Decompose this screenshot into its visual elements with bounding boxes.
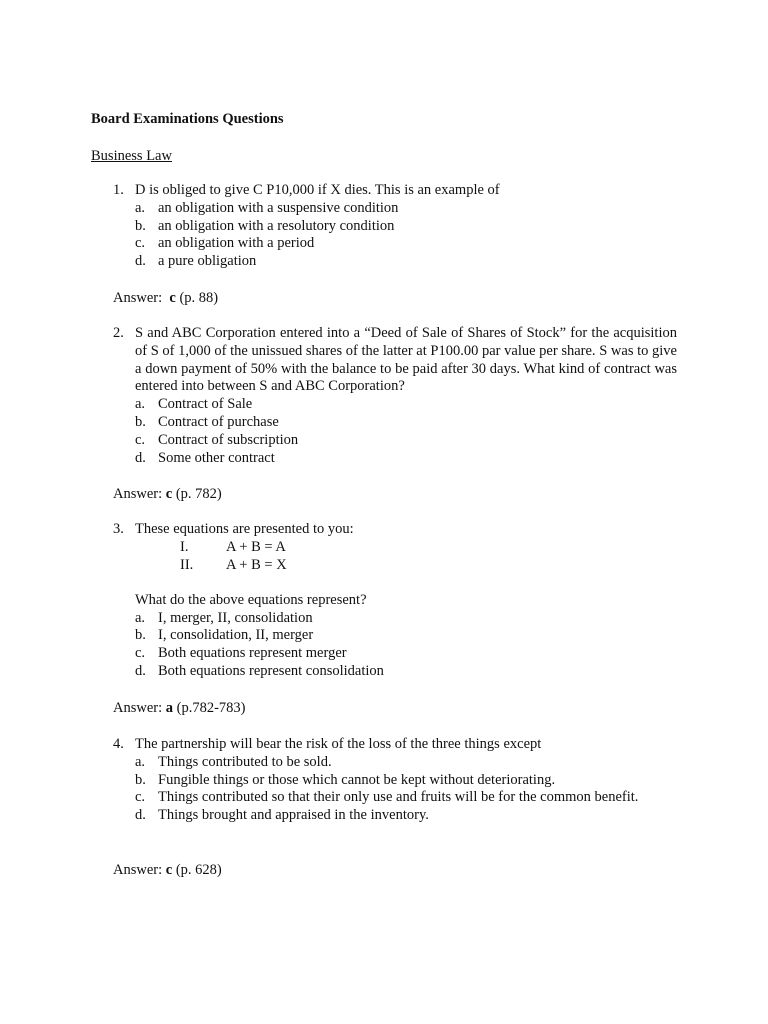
answer-1: Answer: c (p. 88) [113,290,219,306]
answer-letter: a [165,700,174,716]
answer-letter: c [165,486,173,502]
question-number: 2. [113,325,124,341]
option-c: c. Things contributed so that their only use and fruits will be for the common benefit. [135,789,639,806]
answer-reference: (p. 88) [179,290,219,306]
answer-letter: c [169,290,176,306]
option-d: d. Things brought and appraised in the inventory. [135,807,429,824]
section-heading: Business Law [91,148,172,164]
question-4 [113,736,677,825]
answer-reference: (p. 782) [175,486,222,502]
option-c: c. Both equations represent merger [135,645,347,662]
question-followup: What do the above equations represent? [135,591,367,608]
option-a: a. Things contributed to be sold. [135,753,332,770]
answer-letter: c [165,862,173,878]
option-c: c. Contract of subscription [135,431,299,448]
option-d: d. Both equations represent consolidation [135,663,384,680]
option-b: b. an obligation with a resolutory condition [135,217,395,234]
answer-reference: (p. 628) [175,862,222,878]
option-d: d. a pure obligation [135,253,257,270]
option-b: b. Contract of purchase [135,413,279,430]
question-text: D is obliged to give C P10,000 if X dies. This is an example of [135,182,500,198]
option-list [113,610,677,681]
question-1 [113,182,677,271]
option-a: a. an obligation with a suspensive condition [135,199,399,216]
option-list [113,754,677,825]
question-3 [113,521,677,681]
answer-4: Answer: c (p. 628) [113,862,222,878]
option-c: c. an obligation with a period [135,235,315,252]
answer-2: Answer: c (p. 782) [113,486,222,502]
question-text: S and ABC Corporation entered into a “Deed of Sale of Shares of Stock” for the acquisition of S of 1,000 of the unissued shares of the latter at P100.00 par value per share. S was to give a down payment of 50% with the balance to be paid after 30 days. What kind of contract was entered into between S and ABC Corporation? [135,325,677,395]
option-b: b. Fungible things or those which cannot be kept without deteriorating. [135,771,556,788]
answer-3: Answer: a (p.782-783) [113,700,246,716]
option-d: d. Some other contract [135,449,275,466]
option-list [113,396,677,467]
option-list [113,200,677,271]
question-number: 3. [113,521,124,537]
document-title: Board Examinations Questions [91,111,284,127]
question-number: 4. [113,736,124,752]
option-a: a. Contract of Sale [135,396,253,413]
question-text: These equations are presented to you: [135,521,354,537]
question-text: The partnership will bear the risk of the loss of the three things except [135,736,542,752]
equation-1: I. A + B = A [180,538,286,555]
question-2 [113,325,677,467]
equation-2: II. A + B = X [180,556,287,573]
question-number: 1. [113,182,124,198]
answer-reference: (p.782-783) [176,700,246,716]
option-b: b. I, consolidation, II, merger [135,627,314,644]
option-a: a. I, merger, II, consolidation [135,609,313,626]
